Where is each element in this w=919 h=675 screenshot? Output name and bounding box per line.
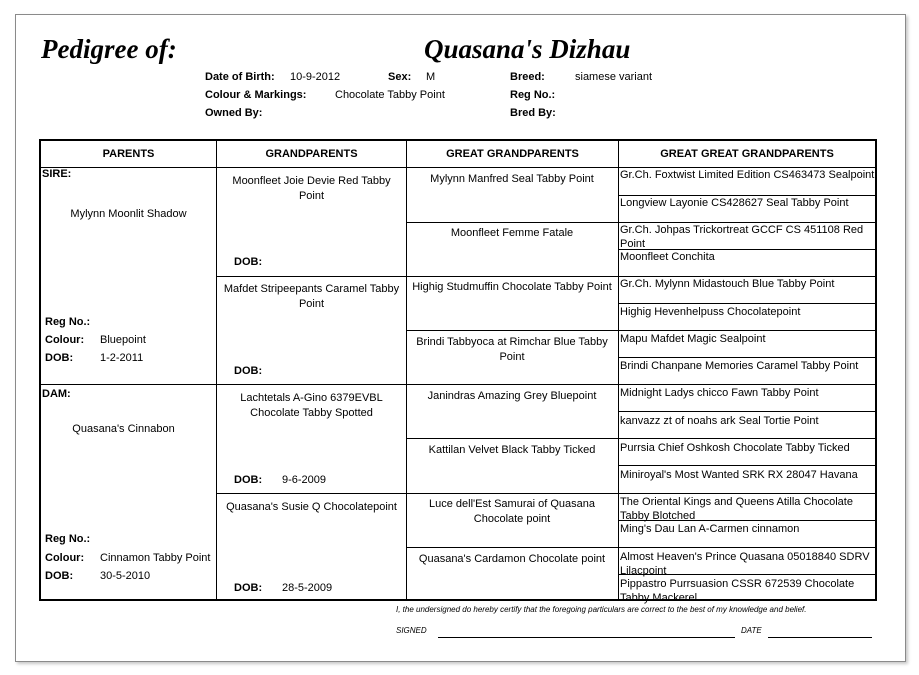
divider	[618, 465, 875, 466]
date-label: DATE	[741, 626, 762, 635]
dam-regno-label: Reg No.:	[45, 533, 91, 545]
grandparent-name: Mafdet Stripeepants Caramel Tabby Point	[223, 283, 400, 310]
great-great-grandparent-name: Mapu Mafdet Magic Sealpoint	[620, 333, 766, 345]
grandparent-dob-value: 28-5-2009	[282, 582, 333, 594]
dam-name: Quasana's Cinnabon	[72, 423, 175, 435]
divider	[406, 141, 407, 599]
grandparent-dob-value: 9-6-2009	[282, 474, 327, 486]
great-great-grandparent-name: Longview Layonie CS428627 Seal Tabby Point	[620, 197, 849, 209]
sex-value: M	[426, 71, 436, 83]
great-great-grandparent-name: kanvazz zt of noahs ark Seal Tortie Point	[620, 415, 819, 427]
pedigree-table	[39, 139, 877, 604]
grandparent-dob-label: DOB:	[234, 365, 263, 377]
great-grandparent-name: Quasana's Cardamon Chocolate point	[418, 553, 606, 565]
divider	[406, 547, 875, 548]
great-grandparent-name: Janindras Amazing Grey Bluepoint	[427, 390, 597, 402]
great-grandparent-name: Moonfleet Femme Fatale	[450, 227, 574, 239]
great-great-grandparent-name: Ming's Dau Lan A-Carmen cinnamon	[620, 523, 800, 535]
sire-colour-label: Colour:	[45, 334, 85, 346]
great-great-grandparent-name: Gr.Ch. Mylynn Midastouch Blue Tabby Point	[620, 278, 835, 290]
grandparent-name: Lachtetals A-Gino 6379EVBL Chocolate Tabby Spotted	[240, 392, 383, 419]
divider	[41, 384, 875, 385]
pedigree-label: Pedigree of:	[41, 34, 177, 64]
dam-colour-value: Cinnamon Tabby Point	[100, 552, 211, 564]
grandparent-name: Quasana's Susie Q Chocolatepoint	[226, 501, 397, 513]
sex-label: Sex:	[388, 71, 412, 83]
great-grandparent-name: Mylynn Manfred Seal Tabby Point	[430, 173, 594, 185]
great-great-grandparent-name: Highig Hevenhelpuss Chocolatepoint	[620, 306, 801, 318]
sire-dob-value: 1-2-2011	[100, 352, 144, 364]
divider	[216, 141, 217, 599]
date-line[interactable]	[768, 637, 872, 638]
owned-label: Owned By:	[205, 107, 263, 119]
divider	[216, 493, 875, 494]
breed-value: siamese variant	[575, 71, 653, 83]
great-great-grandparent-name: Purrsia Chief Oshkosh Chocolate Tabby Ticked	[620, 442, 850, 454]
grandparent-name: Moonfleet Joie Devie Red Tabby Point	[232, 175, 391, 202]
sire-dob-label: DOB:	[45, 352, 74, 364]
col-header-great-grandparents: GREAT GRANDPARENTS	[446, 148, 579, 160]
divider	[618, 357, 875, 358]
dam-dob-value: 30-5-2010	[100, 570, 151, 582]
great-great-grandparent-name: Moonfleet Conchita	[620, 251, 715, 263]
divider	[406, 438, 875, 439]
great-grandparent-name: Brindi Tabbyoca at Rimchar Blue Tabby Point	[416, 336, 608, 363]
grandparent-dob-label: DOB:	[234, 256, 263, 268]
great-great-grandparent-name: Almost Heaven's Prince Quasana 05018840 SDRV Lilacpoint	[620, 551, 870, 577]
regno-label: Reg No.:	[510, 89, 556, 101]
colour-value: Chocolate Tabby Point	[335, 89, 445, 101]
bred-label: Bred By:	[510, 107, 556, 119]
grandparent-dob-label: DOB:	[234, 474, 263, 486]
great-great-grandparent-name: Pippastro Purrsuasion CSSR 672539 Chocolate Tabby Mackerel	[620, 578, 855, 604]
great-grandparent-name: Highig Studmuffin Chocolate Tabby Point	[412, 281, 612, 293]
dob-label: Date of Birth:	[205, 71, 275, 83]
dam-dob-label: DOB:	[45, 570, 74, 582]
great-great-grandparent-name: Gr.Ch. Johpas Trickortreat GCCF CS 451108 Red Point	[620, 224, 864, 250]
great-great-grandparent-name: Midnight Ladys chicco Fawn Tabby Point	[620, 387, 819, 399]
great-great-grandparent-name: Miniroyal's Most Wanted SRK RX 28047 Havana	[620, 469, 858, 481]
signature-line[interactable]	[438, 637, 735, 638]
col-header-parents: PARENTS	[102, 148, 155, 160]
sire-name: Mylynn Moonlit Shadow	[70, 208, 187, 220]
divider	[406, 330, 875, 331]
col-header-great-great-grandparents: GREAT GREAT GRANDPARENTS	[660, 148, 834, 160]
dam-colour-label: Colour:	[45, 552, 85, 564]
great-grandparent-name: Luce dell'Est Samurai of Quasana Chocolate point	[429, 498, 595, 525]
great-great-grandparent-name: Gr.Ch. Foxtwist Limited Edition CS463473 Sealpoint	[620, 169, 875, 181]
certification-text: I, the undersigned do hereby certify that the foregoing particulars are correct to the best of my knowledge and belief.	[396, 605, 807, 614]
great-great-grandparent-name: The Oriental Kings and Queens Atilla Chocolate Tabby Blotched	[620, 496, 853, 522]
divider	[618, 303, 875, 304]
great-great-grandparent-name: Brindi Chanpane Memories Caramel Tabby Point	[620, 360, 859, 372]
sire-label: SIRE:	[42, 168, 72, 180]
sire-regno-label: Reg No.:	[45, 316, 91, 328]
col-header-grandparents: GRANDPARENTS	[265, 148, 358, 160]
cat-name: Quasana's Dizhau	[424, 34, 631, 64]
dob-value: 10-9-2012	[290, 71, 341, 83]
signed-label: SIGNED	[396, 626, 427, 635]
grandparent-dob-label: DOB:	[234, 582, 263, 594]
great-grandparent-name: Kattilan Velvet Black Tabby Ticked	[428, 444, 596, 456]
divider	[618, 141, 619, 599]
colour-label: Colour & Markings:	[205, 89, 307, 101]
divider	[618, 411, 875, 412]
sire-colour-value: Bluepoint	[100, 334, 146, 346]
breed-label: Breed:	[510, 71, 545, 83]
dam-label: DAM:	[42, 388, 71, 400]
